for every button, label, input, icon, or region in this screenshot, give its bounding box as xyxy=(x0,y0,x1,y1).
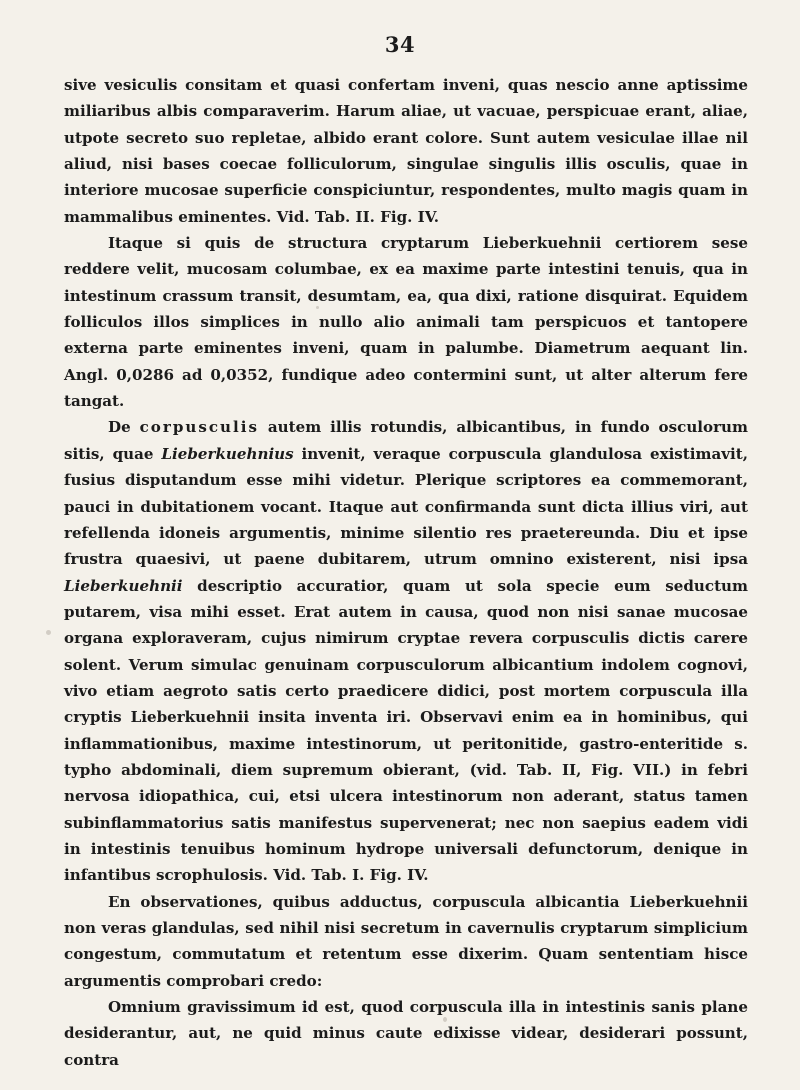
author-name: Lieberkuehnius xyxy=(161,444,294,463)
body-text xyxy=(64,72,748,1073)
paragraph xyxy=(64,230,748,414)
text-run: descriptio accuratior, quam ut sola specie eum seductum putarem, visa mihi esset. Erat autem in causa, quod non nisi sanae mucosae organa exploraveram, cujus nimirum cryptae revera corpusculis dictis carere solent. Verum simulac genuinam corpusculorum albicantium indolem cognovi, vivo etiam aegroto satis certo praedicere didici, post mortem corpuscula illa cryptis Lieberkuehnii insita inventa iri. Observavi enim ea in hominibus, qui inflammationibus, maxime intestinorum, ut peritonitide, gastro-enteritide s. typho abdominali, diem supremum obierant, (vid. Tab. II, Fig. VII.) in febri nervosa idiopathica, cui, etsi ulcera intestinorum non aderant, status tamen subinflammatorius satis manifestus supervenerat; nec non saepius eadem vidi in intestinis tenuibus hominum hydrope universali defunctorum, denique in infantibus scrophulosis. Vid. Tab. I. Fig. IV. xyxy=(64,576,748,885)
text-run: Itaque si quis de structura cryptarum Lieberkuehnii certiorem sese reddere velit, mucosam columbae, ex ea maxime parte intestini tenuis, qua in intestinum crassum transit, desumtam, ea, qua dixi, ratione disquirat. Equidem folliculos illos simplices in nullo alio animali tam perspicuos et tantopere externa parte eminentes inveni, quam in palumbe. Diametrum aequant lin. Angl. 0,0286 ad 0,0352, fundique adeo contermini sunt, ut alter alterum fere tangat. xyxy=(64,234,748,411)
paragraph xyxy=(64,889,748,994)
text-run: De xyxy=(108,418,140,437)
ink-speck xyxy=(316,306,319,309)
page-number: 34 xyxy=(384,32,416,57)
text-run: En observationes, quibus adductus, corpuscula albicantia Lieberkuehnii non veras glandulas, sed nihil nisi secretum in cavernulis cryptarum simplicium congestum, commutatum et retentum esse dixerim. Quam sententiam hisce argumentis comprobari credo: xyxy=(64,892,748,990)
ink-speck xyxy=(46,630,51,635)
ink-speck xyxy=(443,1017,447,1022)
paragraph xyxy=(64,994,748,1073)
text-run: Omnium gravissimum id est, quod corpuscula illa in intestinis sanis plane desiderantur, aut, ne quid minus caute edixisse videar, desiderari possunt, contra xyxy=(64,998,748,1069)
text-run: sive vesiculis consitam et quasi confertam inveni, quas nescio anne aptissime miliaribus albis comparaverim. Harum aliae, ut vacuae, perspicuae erant, aliae, utpote secreto suo repletae, albido erant colore. Sunt autem vesiculae illae nil aliud, nisi bases coecae folliculorum, singulae singulis illis osculis, quae in interiore mucosae superficie conspiciuntur, respondentes, multo magis quam in mammalibus eminentes. Vid. Tab. II. Fig. IV. xyxy=(64,76,748,226)
text-run: invenit, veraque corpuscula glandulosa existimavit, fusius disputandum esse mihi videtur. Plerique scriptores ea commemorant, pauci in dubitationem vocant. Itaque aut confirmanda sunt dicta illius viri, aut refellenda idoneis argumentis, minime silentio res praetereunda. Diu et ipse frustra quaesivi, ut paene dubitarem, utrum omnino existerent, nisi ipsa xyxy=(64,444,748,569)
paragraph xyxy=(64,414,748,888)
author-name: Lieberkuehnii xyxy=(64,576,183,595)
spaced-term: corpusculis xyxy=(139,418,259,437)
paragraph xyxy=(64,72,748,230)
text-run: autem illis rotundis, albicantibus, in fundo osculorum sitis, quae xyxy=(64,418,748,463)
